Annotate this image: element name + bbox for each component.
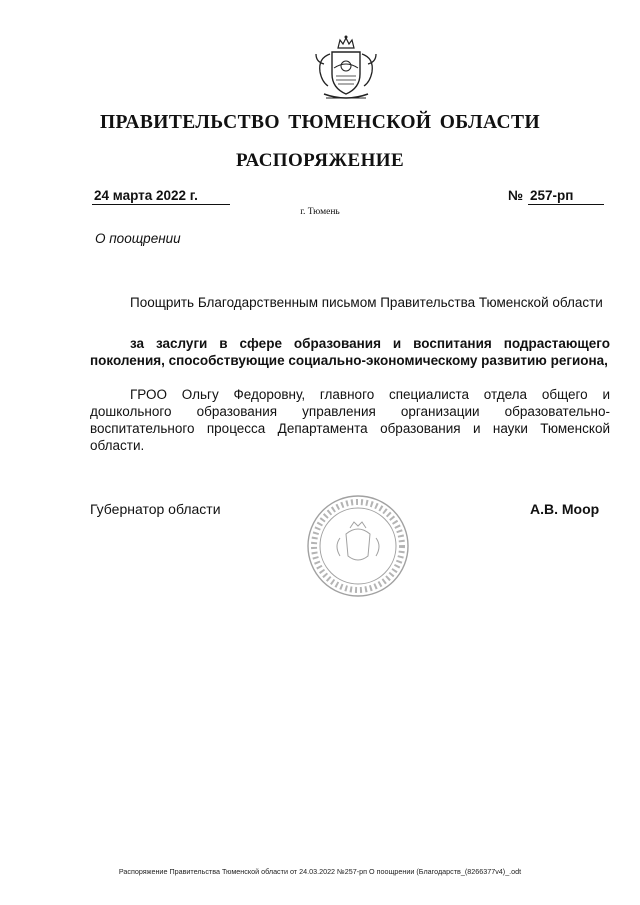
document-number: 257-рп <box>528 188 604 205</box>
document-date: 24 марта 2022 г. <box>92 188 230 205</box>
document-footer: Распоряжение Правительства Тюменской области от 24.03.2022 №257-рп О поощрении (Благодарств_(8266377v4)_.odt <box>118 867 522 876</box>
number-sign: № <box>508 188 524 203</box>
organization-title: ПРАВИТЕЛЬСТВО ТЮМЕНСКОЙ ОБЛАСТИ <box>99 112 541 133</box>
signer-name: А.В. Моор <box>530 501 600 517</box>
official-seal-icon <box>306 494 410 598</box>
coat-of-arms-icon <box>310 34 382 104</box>
body-paragraph-1: Поощрить Благодарственным письмом Правительства Тюменской области <box>130 295 603 310</box>
document-city: г. Тюмень <box>300 207 340 217</box>
signer-position: Губернатор области <box>90 501 221 517</box>
document-subject: О поощрении <box>95 231 181 246</box>
body-paragraph-2: за заслуги в сфере образования и воспитания подрастающего поколения, способствующие социально-экономическому развитию региона, <box>90 336 610 368</box>
document-type: РАСПОРЯЖЕНИЕ <box>235 150 405 171</box>
body-paragraph-3: ГРОО Ольгу Федоровну, главного специалиста отдела общего и дошкольного образования управления организации образовательно-воспитательного процесса Департамента образования и науки Тюменской области. <box>90 387 610 453</box>
